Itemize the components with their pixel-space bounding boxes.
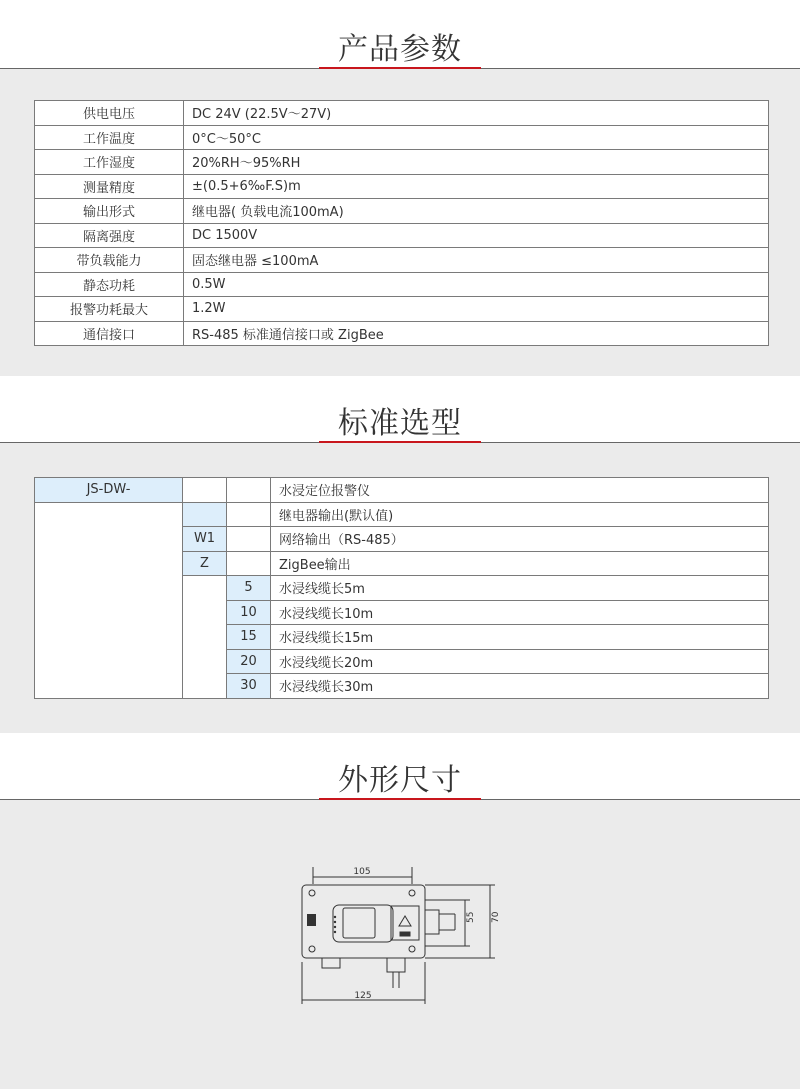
- param-value: 0°C～50°C: [184, 125, 769, 150]
- model-code-cell: [183, 502, 227, 527]
- param-key: 隔离强度: [35, 223, 184, 248]
- model-empty-cell: [35, 502, 183, 698]
- display-housing: [333, 905, 393, 942]
- param-key: 供电电压: [35, 101, 184, 126]
- param-value: 继电器( 负载电流100mA): [184, 199, 769, 224]
- params-table: [34, 100, 769, 346]
- table-row: [35, 502, 769, 527]
- param-value: 1.2W: [184, 297, 769, 322]
- screw-icon: [409, 890, 415, 896]
- model-desc-cell: 水浸线缆长15m: [271, 625, 769, 650]
- device-dimension-drawing: [295, 862, 505, 1007]
- dim-label-70: 70: [491, 911, 501, 923]
- table-row: [35, 199, 769, 224]
- dims-section-header: [0, 733, 800, 803]
- params-section-header: [0, 0, 800, 70]
- model-code-cell: W1: [183, 527, 227, 552]
- device-body: [302, 885, 425, 958]
- table-row: [35, 478, 769, 503]
- param-key: 带负载能力: [35, 248, 184, 273]
- table-row: [35, 101, 769, 126]
- display-screen: [343, 908, 375, 938]
- model-desc-cell: 水浸线缆长5m: [271, 576, 769, 601]
- params-section-title: 产品参数: [338, 32, 462, 67]
- model-desc-cell: 继电器输出(默认值): [271, 502, 769, 527]
- model-length-cell: 10: [227, 600, 271, 625]
- table-row: [35, 174, 769, 199]
- model-desc-cell: ZigBee输出: [271, 551, 769, 576]
- param-key: 工作温度: [35, 125, 184, 150]
- table-row: [35, 272, 769, 297]
- table-row: [35, 223, 769, 248]
- param-key: 工作湿度: [35, 150, 184, 175]
- model-length-cell: [227, 551, 271, 576]
- dims-section-title: 外形尺寸: [338, 763, 462, 798]
- right-connector: [425, 910, 439, 934]
- table-row: [35, 248, 769, 273]
- param-key: 静态功耗: [35, 272, 184, 297]
- model-length-cell: [227, 502, 271, 527]
- param-key: 输出形式: [35, 199, 184, 224]
- param-value: 0.5W: [184, 272, 769, 297]
- table-row: [35, 321, 769, 346]
- model-length-cell: [227, 478, 271, 503]
- param-value: 20%RH～95%RH: [184, 150, 769, 175]
- param-value: 固态继电器 ≤100mA: [184, 248, 769, 273]
- model-desc-cell: 水浸线缆长10m: [271, 600, 769, 625]
- model-empty-cell: [183, 576, 227, 699]
- screw-icon: [309, 946, 315, 952]
- model-length-cell: 5: [227, 576, 271, 601]
- standard-section-title: 标准选型: [338, 406, 462, 441]
- param-key: 通信接口: [35, 321, 184, 346]
- screw-icon: [309, 890, 315, 896]
- warning-icon: [399, 916, 411, 926]
- dim-label-105: 105: [353, 867, 371, 877]
- standard-section-header: [0, 376, 800, 446]
- model-length-cell: [227, 527, 271, 552]
- model-length-cell: 30: [227, 674, 271, 699]
- table-row: [35, 150, 769, 175]
- param-key: 报警功耗最大: [35, 297, 184, 322]
- dim-label-125: 125: [354, 991, 372, 1001]
- model-code-cell: [183, 478, 227, 503]
- bottom-connector: [387, 958, 405, 972]
- table-row: [35, 125, 769, 150]
- model-length-cell: 15: [227, 625, 271, 650]
- model-prefix-cell: JS-DW-: [35, 478, 183, 503]
- param-value: ±(0.5+6‰F.S)m: [184, 174, 769, 199]
- model-desc-cell: 网络输出（RS-485）: [271, 527, 769, 552]
- param-value: DC 24V (22.5V～27V): [184, 101, 769, 126]
- screw-icon: [409, 946, 415, 952]
- param-value: DC 1500V: [184, 223, 769, 248]
- model-length-cell: 20: [227, 649, 271, 674]
- model-selection-table: [34, 477, 769, 699]
- model-code-cell: Z: [183, 551, 227, 576]
- dim-label-55: 55: [466, 911, 476, 923]
- model-desc-cell: 水浸定位报警仪: [271, 478, 769, 503]
- param-key: 测量精度: [35, 174, 184, 199]
- brand-logo-icon: [307, 914, 316, 926]
- model-desc-cell: 水浸线缆长20m: [271, 649, 769, 674]
- model-desc-cell: 水浸线缆长30m: [271, 674, 769, 699]
- param-value: RS-485 标准通信接口或 ZigBee: [184, 321, 769, 346]
- table-row: [35, 297, 769, 322]
- bottom-block: [322, 958, 340, 968]
- indicator-led: [400, 932, 410, 936]
